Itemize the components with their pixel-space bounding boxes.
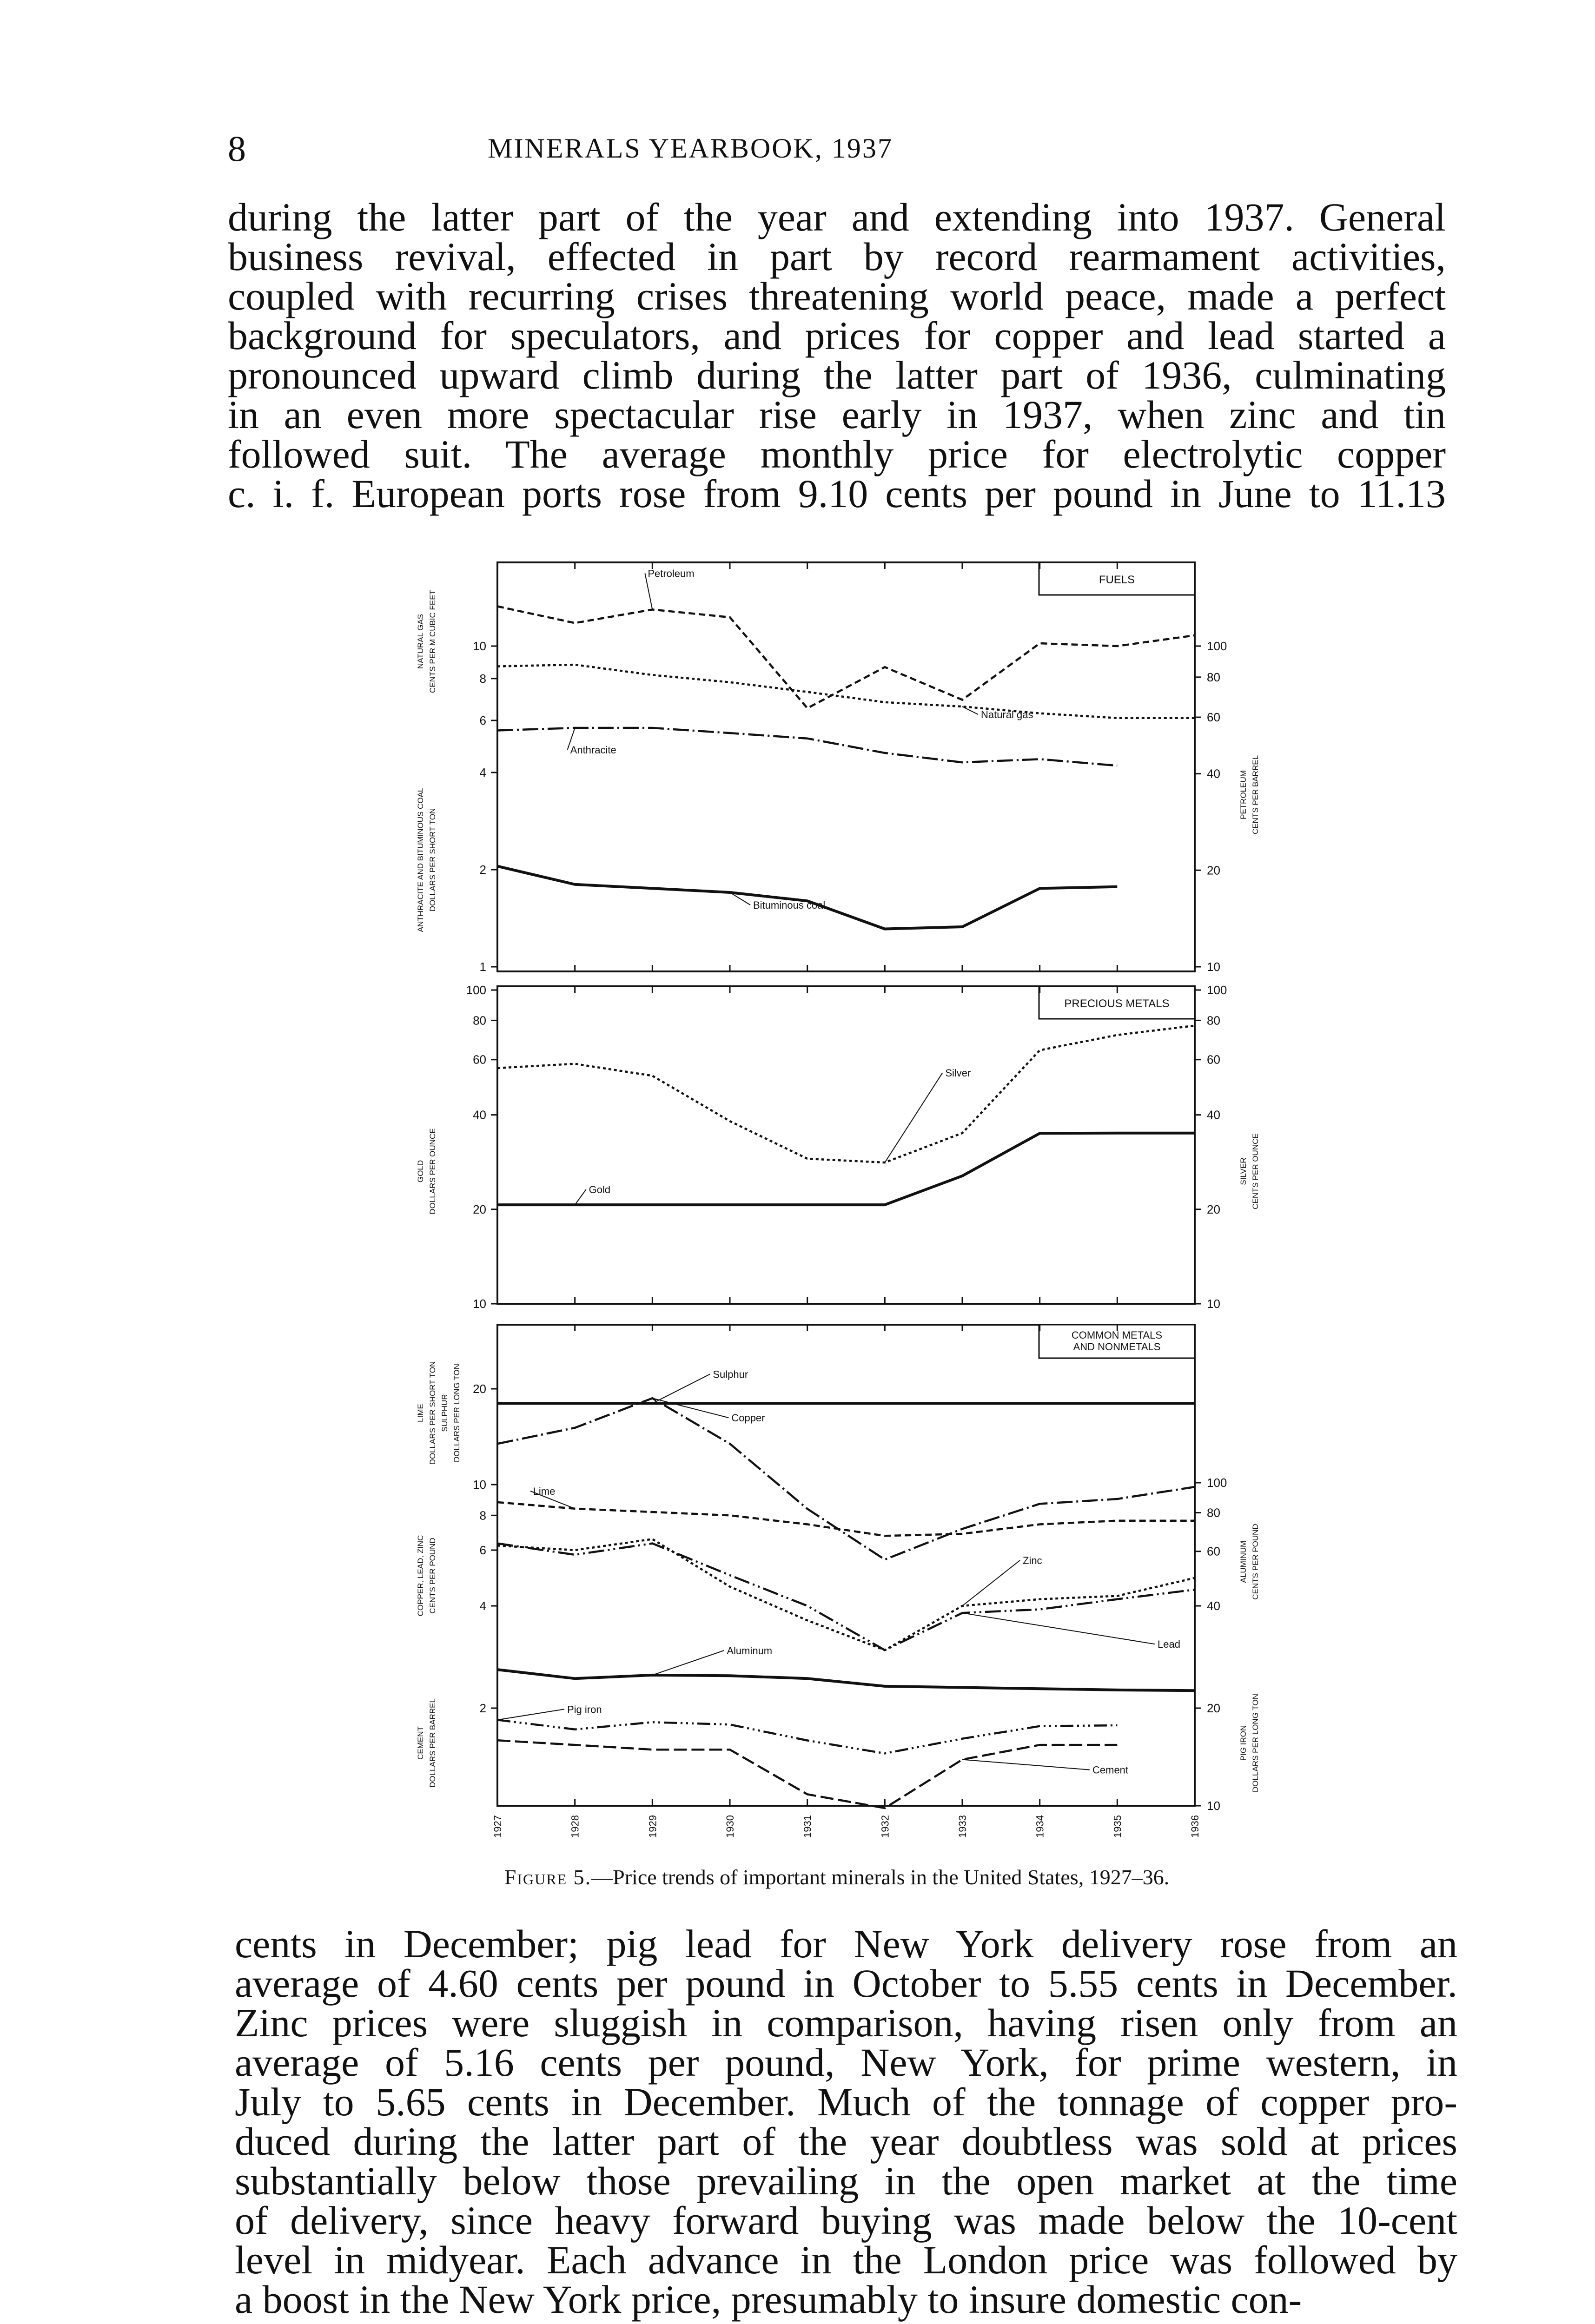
axis-label-left: CEMENT [416,1726,425,1760]
series-label: Sulphur [713,1368,748,1380]
chart-panel-1 [491,986,1201,1304]
paragraph-bottom [235,1921,1457,2322]
panel-frame [497,562,1195,971]
axis-label-right: ALUMINUM [1239,1540,1248,1583]
y-tick-label-left: 8 [479,1508,486,1523]
panel-frame [497,1325,1195,1806]
text-line: duced during the latter part of the year doubtless was sold at prices [235,2119,1457,2164]
series-label: Gold [589,1184,611,1196]
series-label: Lead [1158,1638,1180,1651]
series-line-copper [497,1398,1195,1559]
series-leader [497,1709,564,1720]
axis-label-right: SILVER [1239,1157,1248,1185]
series-label: Cement [1092,1764,1129,1776]
series-line-aluminum [497,1670,1195,1690]
series-label: Bituminous coal [753,899,826,911]
text-line: during the latter part of the year and extending into 1937. General [228,195,1446,239]
x-tick-label: 1928 [569,1815,581,1838]
y-tick-label-left: 6 [479,1543,486,1557]
panel-title: PRECIOUS METALS [1064,997,1170,1010]
y-tick-label-right: 100 [1207,1476,1227,1490]
axis-label-left: LIME [416,1404,425,1422]
series-label: Petroleum [648,568,695,580]
y-tick-label-left: 80 [473,1013,486,1028]
axis-label-left: DOLLARS PER SHORT TON [428,808,437,912]
x-tick-label: 1931 [801,1815,814,1838]
series-label: Pig iron [567,1703,602,1716]
y-tick-label-left: 4 [479,1599,486,1613]
series-label: Zinc [1023,1555,1042,1566]
y-tick-label-right: 80 [1207,1013,1220,1028]
y-tick-label-left: 20 [473,1202,486,1216]
y-tick-label-left: 2 [479,1701,486,1715]
series-line-bituminous-coal [497,866,1117,929]
y-tick-label-left: 10 [473,1478,486,1492]
y-tick-label-right: 10 [1207,1799,1220,1813]
y-tick-label-right: 20 [1207,1202,1220,1216]
y-tick-label-left: 60 [473,1052,486,1067]
text-line: average of 5.16 cents per pound, New York, for prime western, in [235,2040,1457,2085]
y-tick-label-left: 6 [479,713,486,727]
text-line: c. i. f. European ports rose from 9.10 cents per pound in June to 11.13 [228,471,1446,516]
y-tick-label-right: 80 [1207,1505,1220,1520]
axis-label-right: PETROLEUM [1239,770,1248,819]
y-tick-label-left: 20 [473,1382,486,1396]
panel-title: AND NONMETALS [1073,1341,1161,1353]
axis-label-left: CENTS PER POUND [428,1538,437,1614]
series-label: Copper [731,1412,765,1424]
text-line: Zinc prices were sluggish in comparison, having risen only from an [235,2000,1457,2045]
x-tick-label: 1930 [724,1815,736,1838]
chart-panel-0 [491,562,1201,971]
axis-label-left: GOLD [416,1160,425,1183]
axis-label-left: COPPER, LEAD, ZINC [416,1535,425,1617]
series-label: Anthracite [570,744,616,756]
y-tick-label-right: 40 [1207,1599,1220,1613]
page-number: 8 [228,128,246,169]
y-tick-label-left: 10 [473,639,486,653]
y-tick-label-right: 60 [1207,1052,1220,1067]
series-label: Natural gas [981,709,1033,721]
axis-label-left: CENTS PER M CUBIC FEET [428,590,437,693]
panel-frame [497,986,1195,1304]
axis-label-left: SULPHUR [440,1394,449,1432]
panel-title: FUELS [1099,574,1135,586]
y-tick-label-left: 10 [473,1297,486,1311]
text-line: July to 5.65 cents in December. Much of the tonnage of copper pro- [235,2080,1457,2124]
y-tick-label-left: 40 [473,1108,486,1122]
text-line: coupled with recurring crises threatening world peace, made a perfect [228,274,1446,318]
y-tick-label-left: 4 [479,766,486,779]
series-line-lime [497,1502,1195,1536]
axis-label-left: ANTHRACITE AND BITUMINOUS COAL [416,787,425,932]
series-leader [885,1073,942,1162]
y-tick-label-right: 60 [1207,710,1220,725]
panel-title: COMMON METALS [1071,1329,1163,1341]
y-tick-label-left: 8 [479,671,486,686]
series-leader [962,1560,1020,1606]
text-line: followed suit. The average monthly price for electrolytic copper [228,432,1446,476]
text-line: pronounced upward climb during the latter part of 1936, culminating [228,353,1446,397]
axis-label-left: DOLLARS PER LONG TON [452,1364,461,1462]
series-leader [575,1189,586,1205]
y-tick-label-right: 60 [1207,1544,1220,1558]
axis-label-left: NATURAL GAS [416,614,425,669]
y-tick-label-right: 20 [1207,863,1220,878]
axis-label-right: CENTS PER BARREL [1251,755,1260,835]
figure-price-trends [404,553,1278,1859]
text-line: a boost in the New York price, presumably to insure domestic con- [235,2277,1302,2322]
x-tick-label: 1936 [1189,1815,1201,1838]
running-header [228,128,1153,179]
text-line: background for speculators, and prices for copper and lead started a [228,313,1446,358]
y-tick-label-right: 10 [1207,1297,1220,1311]
figure-label: Figure 5. [504,1865,592,1889]
x-tick-label: 1932 [879,1815,891,1838]
y-tick-label-right: 80 [1207,670,1220,684]
text-line: business revival, effected in part by record rearmament activities, [228,234,1446,279]
axis-label-left: DOLLARS PER SHORT TON [428,1361,437,1465]
y-tick-label-right: 100 [1207,983,1227,997]
series-leader [962,1613,1155,1644]
series-line-petroleum [497,607,1195,708]
axis-label-left: DOLLARS PER BARREL [428,1698,437,1788]
series-line-cement [497,1740,1117,1808]
y-tick-label-right: 100 [1207,639,1227,653]
text-line: level in midyear. Each advance in the London price was followed by [235,2238,1457,2282]
price-trends-chart [404,553,1278,1859]
series-label: Aluminum [727,1644,773,1657]
text-line: substantially below those prevailing in the open market at the time [235,2159,1457,2203]
y-tick-label-right: 20 [1207,1701,1220,1715]
text-line: of delivery, since heavy forward buying was made below the 10-cent [235,2198,1457,2243]
axis-label-right: DOLLARS PER LONG TON [1251,1694,1260,1792]
text-line: average of 4.60 cents per pound in October to 5.55 cents in December. [235,1961,1457,2006]
y-tick-label-right: 10 [1207,960,1220,974]
x-tick-label: 1934 [1034,1815,1046,1838]
y-tick-label-left: 100 [466,983,486,997]
text-line: in an even more spectacular rise early in 1937, when zinc and tin [228,392,1446,437]
series-label: Silver [945,1067,971,1079]
paragraph-top [228,195,1446,516]
x-tick-label: 1935 [1112,1815,1124,1838]
y-tick-label-right: 40 [1207,766,1220,781]
x-tick-label: 1929 [647,1815,659,1838]
chart-panel-2 [491,1325,1201,1808]
series-leader [652,1651,724,1675]
x-tick-label: 1933 [957,1815,968,1838]
series-leader [652,1398,728,1418]
axis-label-right: CENTS PER POUND [1251,1524,1260,1600]
series-line-silver [497,1026,1195,1163]
series-line-natural-gas [497,665,1195,721]
axis-label-right: PIG IRON [1239,1725,1248,1761]
y-tick-label-right: 40 [1207,1108,1220,1122]
running-title: MINERALS YEARBOOK, 1937 [488,133,893,164]
series-leader [652,1374,710,1403]
y-tick-label-left: 2 [479,863,486,877]
figure-caption [228,1865,1446,1889]
axis-label-right: CENTS PER OUNCE [1251,1133,1260,1209]
x-tick-label: 1927 [492,1815,503,1838]
axis-label-left: DOLLARS PER OUNCE [428,1128,437,1215]
figure-caption-text: —Price trends of important minerals in the United States, 1927–36. [591,1865,1170,1889]
series-label: Lime [533,1485,556,1497]
series-leader [962,1760,1090,1770]
text-line: cents in December; pig lead for New York delivery rose from an [235,1921,1457,1966]
y-tick-label-left: 1 [479,960,486,974]
